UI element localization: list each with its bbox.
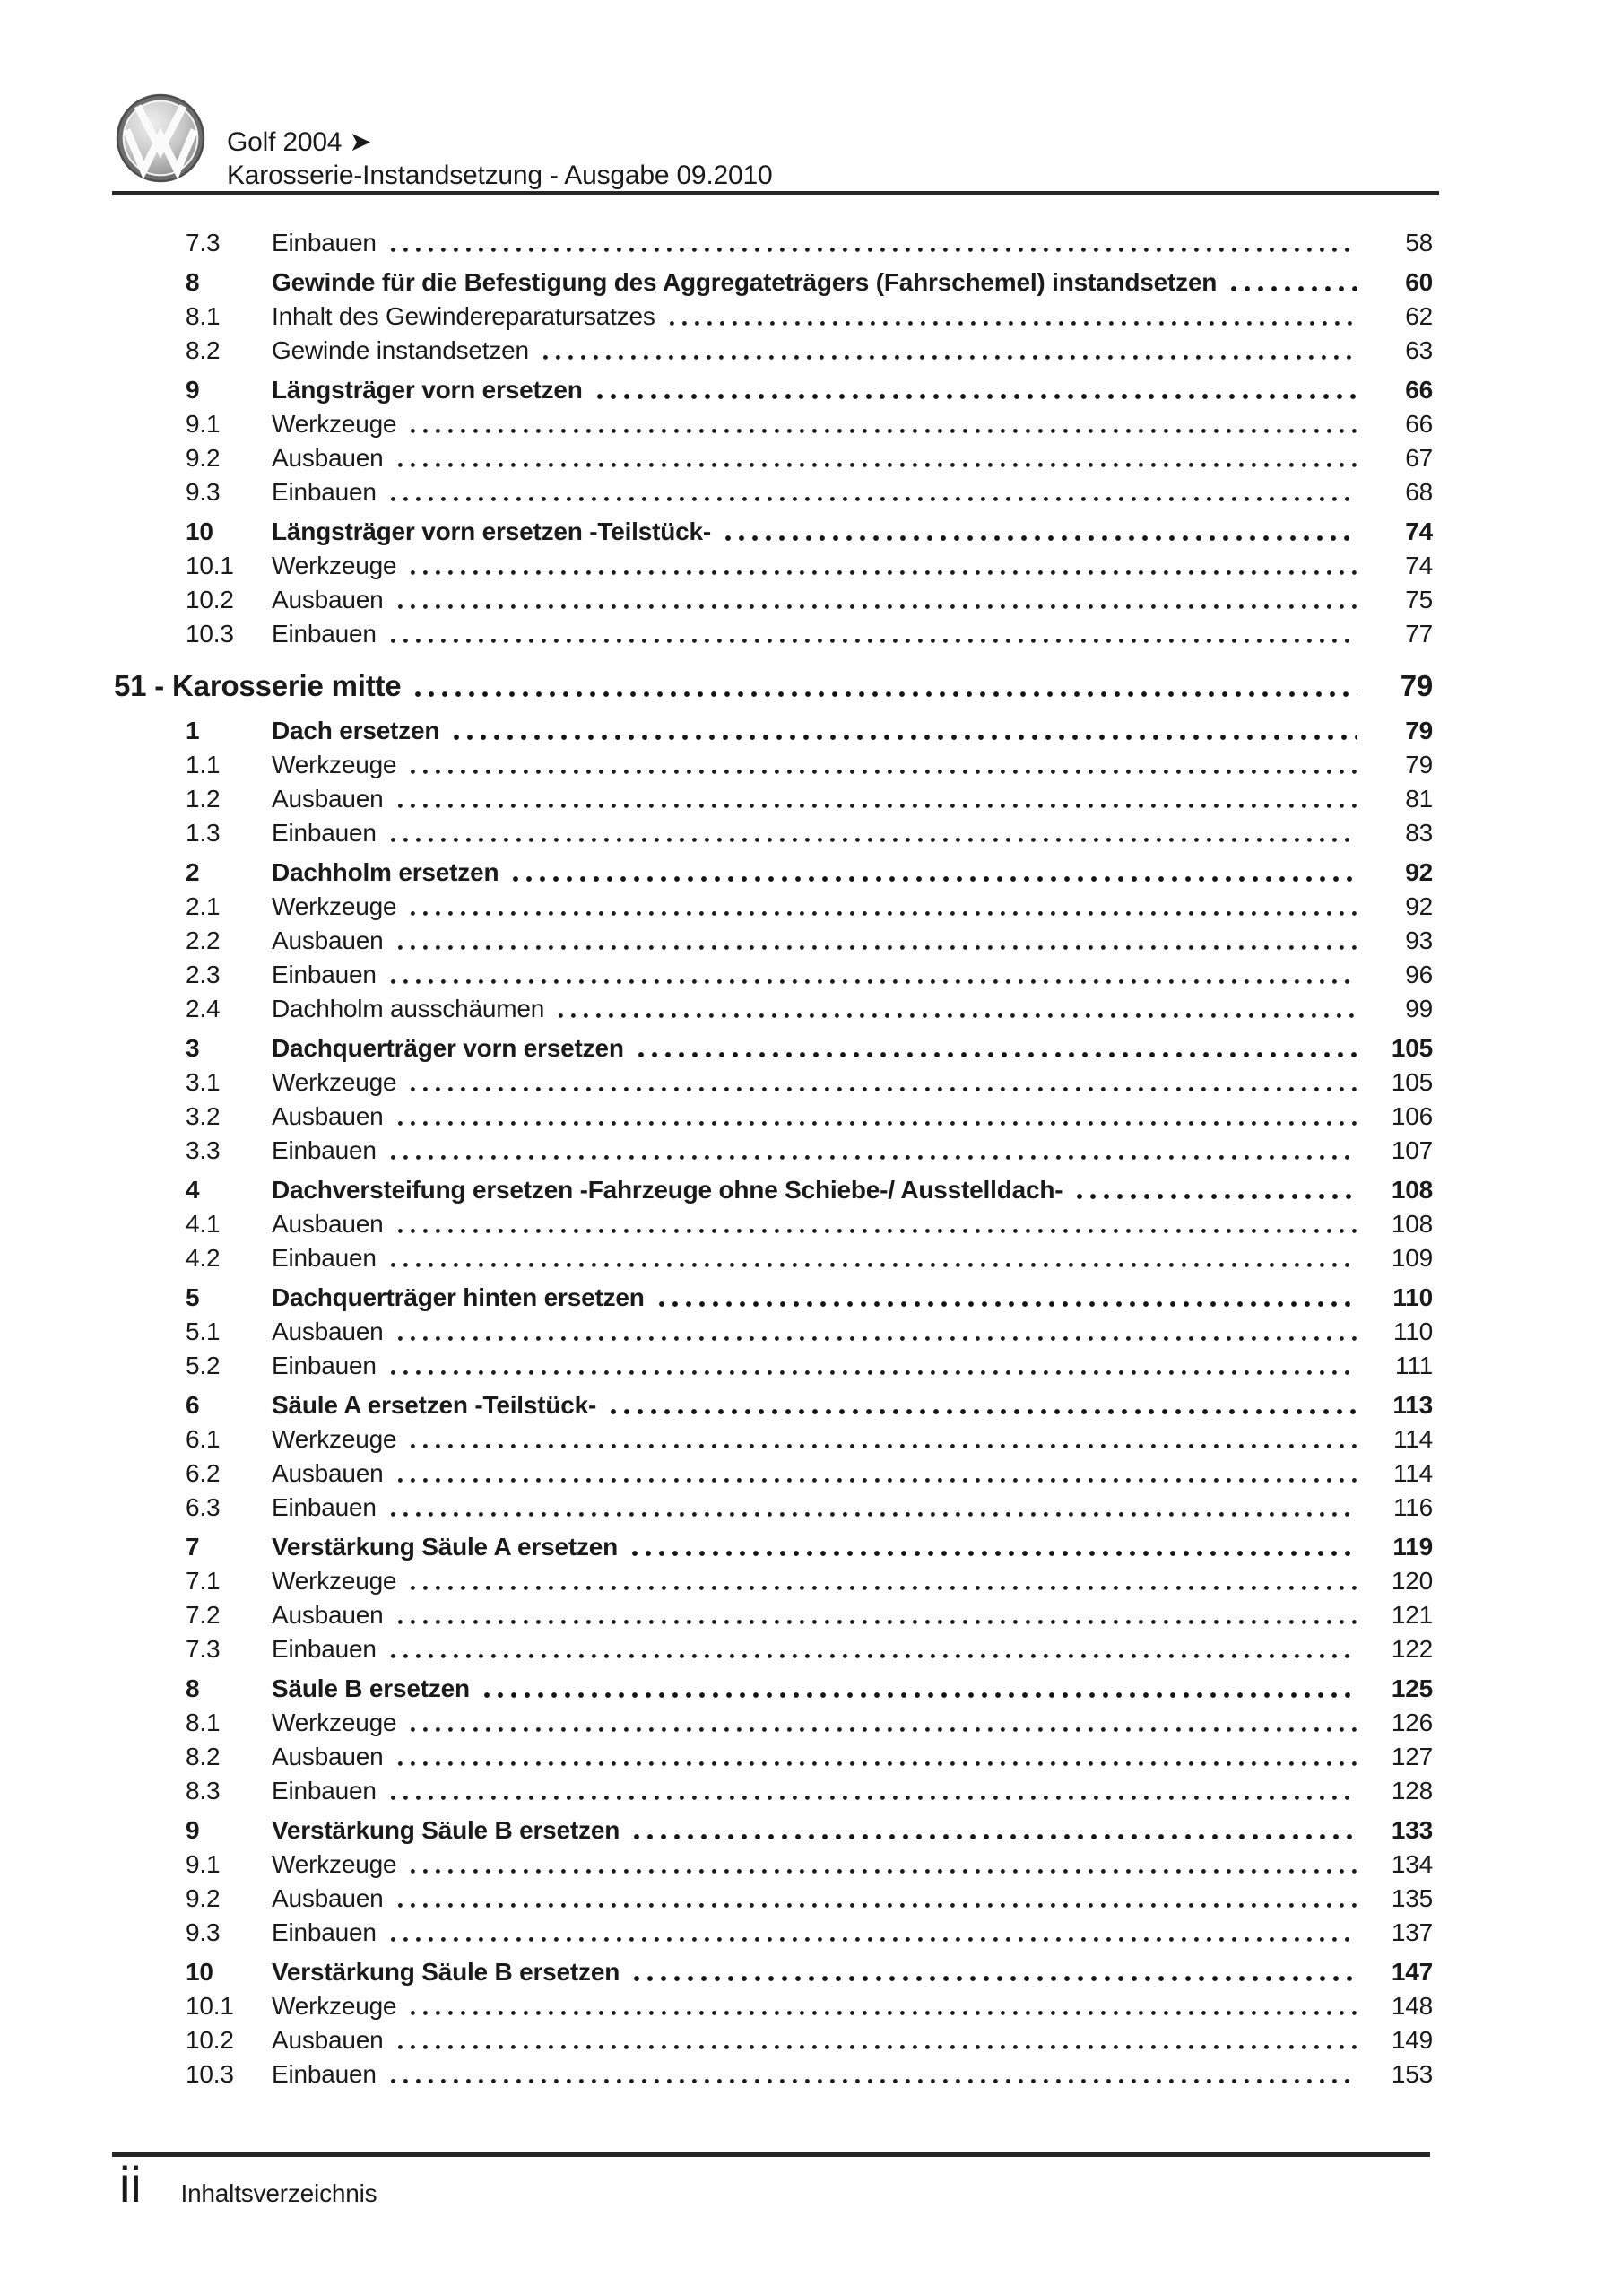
toc-entry-title: Ausbauen (272, 586, 384, 613)
toc-entry-page: 137 (1391, 1918, 1433, 1946)
toc-entry-number: 10.1 (186, 552, 234, 579)
dot-leader (611, 1388, 1357, 1422)
dot-leader (411, 748, 1357, 782)
dot-leader (634, 1955, 1357, 1989)
toc-entry-page: 66 (1405, 376, 1433, 404)
toc-entry-number: 8 (186, 1674, 200, 1702)
vw-logo-icon (115, 92, 206, 184)
toc-entry (114, 373, 1433, 407)
dot-leader (398, 1100, 1357, 1134)
toc-entry-page: 121 (1391, 1601, 1433, 1629)
toc-entry-page: 149 (1391, 2026, 1433, 2054)
toc-entry-title: Einbauen (272, 620, 377, 648)
toc-entry-number: 1.2 (186, 785, 221, 813)
dot-leader (454, 714, 1357, 748)
toc-entry-title: Einbauen (272, 478, 377, 506)
toc-entry-page: 66 (1405, 410, 1433, 438)
toc-entry-number: 10 (186, 1958, 213, 1986)
toc-entry (114, 1916, 1433, 1950)
toc-entry-page: 99 (1405, 995, 1433, 1022)
toc-entry-page: 116 (1392, 1493, 1433, 1521)
dot-leader (398, 1598, 1357, 1632)
toc-entry (114, 1065, 1433, 1100)
dot-leader (484, 1672, 1357, 1706)
footer-label: Inhaltsverzeichnis (180, 2179, 377, 2207)
toc-entry-title: Werkzeuge (272, 410, 397, 438)
toc-entry (114, 1491, 1433, 1525)
toc-entry (114, 714, 1433, 748)
toc-entry (114, 1740, 1433, 1774)
toc-entry-number: 2.2 (186, 926, 221, 954)
toc-entry-title: Einbauen (272, 961, 377, 988)
toc-entry (114, 665, 1433, 707)
dot-leader (411, 1422, 1357, 1457)
toc-entry-title: Einbauen (272, 1136, 377, 1164)
dot-leader (597, 373, 1357, 407)
toc-entry-page: 127 (1391, 1743, 1433, 1770)
toc-entry (114, 265, 1433, 300)
toc-entry (114, 782, 1433, 816)
dot-leader (391, 1491, 1357, 1525)
toc-entry-number: 8 (186, 268, 200, 296)
dot-leader (391, 816, 1357, 850)
dot-leader (632, 1530, 1357, 1564)
toc-entry-number: 3.2 (186, 1102, 221, 1130)
page-folio: ii (119, 2156, 142, 2213)
dot-leader (391, 226, 1357, 260)
dot-leader (391, 1134, 1357, 1168)
toc-entry-title: Werkzeuge (272, 1992, 397, 2020)
dot-leader (398, 1882, 1357, 1916)
toc-entry-number: 10.2 (186, 586, 234, 613)
toc-entry-number: 3.3 (186, 1136, 221, 1164)
dot-leader (398, 1740, 1357, 1774)
toc-entry-page: 79 (1400, 669, 1433, 702)
toc-entry-page: 110 (1392, 1283, 1433, 1311)
toc-entry (114, 1813, 1433, 1848)
toc-entry-title: Ausbauen (272, 1601, 384, 1629)
toc-entry (114, 1422, 1433, 1457)
toc-entry-page: 147 (1391, 1958, 1433, 1986)
toc-entry-page: 92 (1405, 858, 1433, 886)
toc-entry-number: 4 (186, 1176, 200, 1204)
toc-entry-number: 1.1 (186, 751, 221, 778)
toc-entry-page: 81 (1405, 785, 1433, 813)
toc-entry-title: Ausbauen (272, 926, 384, 954)
toc-entry-number: 1 (186, 717, 200, 744)
toc-entry-number: 2.4 (186, 995, 221, 1022)
toc-entry-title: Ausbauen (272, 785, 384, 813)
toc-entry-page: 74 (1405, 517, 1433, 545)
toc-entry-title: Dachversteifung ersetzen -Fahrzeuge ohne Schiebe-/ Ausstelldach- (272, 1176, 1063, 1204)
toc-entry (114, 1955, 1433, 1989)
toc-entry-page: 68 (1405, 478, 1433, 506)
toc-entry-title: Werkzeuge (272, 1068, 397, 1096)
dot-leader (659, 1281, 1357, 1315)
toc-entry-title: Einbauen (272, 1777, 377, 1805)
toc-entry-number: 7.3 (186, 1635, 221, 1663)
dot-leader (1231, 265, 1357, 300)
header-document-line: Karosserie-Instandsetzung - Ausgabe 09.2010 (227, 161, 773, 190)
toc-entry (114, 549, 1433, 583)
toc-entry-number: 9.3 (186, 1918, 221, 1946)
toc-entry-title: Einbauen (272, 1918, 377, 1946)
toc-entry (114, 1530, 1433, 1564)
toc-entry-title: Dachquerträger vorn ersetzen (272, 1034, 624, 1062)
toc-entry-number: 4.1 (186, 1210, 221, 1238)
toc-entry (114, 1706, 1433, 1740)
toc-entry-title: Verstärkung Säule B ersetzen (272, 1816, 620, 1844)
toc-entry-page: 125 (1391, 1674, 1433, 1702)
toc-entry-title: Längsträger vorn ersetzen -Teilstück- (272, 517, 711, 545)
dot-leader (411, 1065, 1357, 1100)
toc-entry-title: Inhalt des Gewindereparatursatzes (272, 302, 655, 330)
toc-entry-title: Einbauen (272, 1352, 377, 1379)
toc-entry-title: Ausbauen (272, 1102, 384, 1130)
toc-entry-number: 9.1 (186, 410, 221, 438)
toc-entry-number: 6 (186, 1391, 200, 1419)
toc-entry-number: 8.1 (186, 302, 221, 330)
toc-entry (114, 300, 1433, 334)
toc-entry-page: 108 (1391, 1210, 1433, 1238)
toc-entry-page: 135 (1391, 1884, 1433, 1912)
toc-entry-number: 9.2 (186, 444, 221, 472)
toc-entry-title: Ausbauen (272, 1743, 384, 1770)
toc-entry-number: 6.1 (186, 1425, 221, 1453)
toc-entry-number: 8.2 (186, 1743, 221, 1770)
toc-entry (114, 816, 1433, 850)
toc-entry (114, 1598, 1433, 1632)
toc-entry (114, 1632, 1433, 1666)
toc-entry (114, 617, 1433, 651)
toc-entry-number: 1.3 (186, 819, 221, 847)
toc-entry-title: Ausbauen (272, 1210, 384, 1238)
toc-entry-page: 58 (1405, 229, 1433, 257)
toc-entry (114, 1173, 1433, 1207)
toc-entry (114, 1989, 1433, 2023)
dot-leader (398, 1207, 1357, 1241)
toc-entry-title: Werkzeuge (272, 552, 397, 579)
toc-entry-title: Werkzeuge (272, 1709, 397, 1736)
dot-leader (391, 1241, 1357, 1275)
toc-entry-page: 79 (1405, 751, 1433, 778)
toc-entry (114, 407, 1433, 441)
toc-entry-title: Säule A ersetzen -Teilstück- (272, 1391, 597, 1419)
toc-entry (114, 226, 1433, 260)
dot-leader (398, 782, 1357, 816)
toc-entry-page: 67 (1405, 444, 1433, 472)
toc-entry-title: Ausbauen (272, 1884, 384, 1912)
toc-entry-page: 119 (1392, 1533, 1433, 1561)
toc-entry-page: 105 (1391, 1068, 1433, 1096)
toc-entry-title: Werkzeuge (272, 892, 397, 920)
dot-leader (415, 665, 1357, 707)
toc-entry (114, 583, 1433, 617)
dot-leader (1077, 1173, 1357, 1207)
toc-entry-number: 8.3 (186, 1777, 221, 1805)
toc-entry-page: 60 (1405, 268, 1433, 296)
toc-entry-page: 63 (1405, 336, 1433, 364)
toc-entry-page: 62 (1405, 302, 1433, 330)
toc-entry-page: 113 (1392, 1391, 1433, 1419)
toc-entry-page: 105 (1391, 1034, 1433, 1062)
toc-entry-page: 92 (1405, 892, 1433, 920)
dot-leader (391, 958, 1357, 992)
toc-entry-number: 10.3 (186, 2060, 234, 2088)
toc-entry-page: 77 (1405, 620, 1433, 648)
dot-leader (391, 2057, 1357, 2092)
dot-leader (411, 1848, 1357, 1882)
toc-entry (114, 1349, 1433, 1383)
toc-entry-title: Einbauen (272, 229, 377, 257)
toc-entry-number: 8.1 (186, 1709, 221, 1736)
toc-entry-number: 10.3 (186, 620, 234, 648)
toc-entry-title: Werkzeuge (272, 1425, 397, 1453)
dot-leader (411, 890, 1357, 924)
toc-entry (114, 2023, 1433, 2057)
toc-entry-title: Einbauen (272, 819, 377, 847)
toc-entry (114, 856, 1433, 890)
toc-entry-title: Werkzeuge (272, 751, 397, 778)
dot-leader (398, 1315, 1357, 1349)
toc-entry-title: Dachholm ausschäumen (272, 995, 545, 1022)
dot-leader (398, 1457, 1357, 1491)
dot-leader (543, 334, 1357, 368)
toc-entry-page: 79 (1405, 717, 1433, 744)
toc-entry (114, 1100, 1433, 1134)
toc-entry-number: 7.3 (186, 229, 221, 257)
dot-leader (391, 1774, 1357, 1808)
toc-entry-number: 9 (186, 376, 200, 404)
dot-leader (391, 617, 1357, 651)
toc-entry-number: 10.1 (186, 1992, 234, 2020)
toc-entry (114, 1031, 1433, 1065)
dot-leader (391, 1349, 1357, 1383)
dot-leader (670, 300, 1357, 334)
toc-entry-title: Werkzeuge (272, 1567, 397, 1595)
toc-entry (114, 1207, 1433, 1241)
toc-entry (114, 958, 1433, 992)
toc-entry-number: 7 (186, 1533, 200, 1561)
toc-entry (114, 924, 1433, 958)
toc-entry (114, 748, 1433, 782)
dot-leader (411, 549, 1357, 583)
dot-leader (725, 515, 1357, 549)
toc-entry-page: 108 (1391, 1176, 1433, 1204)
toc-entry (114, 1882, 1433, 1916)
toc-entry-title: Einbauen (272, 2060, 377, 2088)
toc-entry-page: 120 (1391, 1567, 1433, 1595)
toc-entry-number: 9 (186, 1816, 200, 1844)
toc-entry-number: 10 (186, 517, 213, 545)
header-title-block (227, 126, 772, 192)
header-model-line: Golf 2004 ➤ (227, 127, 372, 157)
toc-entry (114, 890, 1433, 924)
toc-entry-number: 3 (186, 1034, 200, 1062)
toc-entry-number: 5.2 (186, 1352, 221, 1379)
toc-entry-page: 107 (1391, 1136, 1433, 1164)
toc-entry-title: Einbauen (272, 1244, 377, 1272)
toc-entry-number: 7.2 (186, 1601, 221, 1629)
toc-entry-number: 4.2 (186, 1244, 221, 1272)
dot-leader (411, 407, 1357, 441)
toc-entry (114, 1457, 1433, 1491)
toc-entry-page: 153 (1391, 2060, 1433, 2088)
toc-entry-title: Einbauen (272, 1635, 377, 1663)
toc-entry-page: 126 (1391, 1709, 1433, 1736)
toc-entry-page: 106 (1391, 1102, 1433, 1130)
toc-entry (114, 515, 1433, 549)
toc-entry-page: 148 (1391, 1992, 1433, 2020)
dot-leader (513, 856, 1357, 890)
dot-leader (411, 1706, 1357, 1740)
toc-entry (114, 1848, 1433, 1882)
toc-entry-page: 128 (1391, 1777, 1433, 1805)
toc-entry-title: Ausbauen (272, 1318, 384, 1345)
toc-entry-title: Dachquerträger hinten ersetzen (272, 1283, 645, 1311)
toc-entry (114, 2057, 1433, 2092)
header-rule (112, 191, 1439, 195)
toc-entry (114, 1774, 1433, 1808)
toc-entry-page: 110 (1392, 1318, 1433, 1345)
toc-entry (114, 475, 1433, 509)
toc-entry-page: 122 (1391, 1635, 1433, 1663)
table-of-contents (114, 226, 1433, 2092)
toc-entry-page: 114 (1392, 1459, 1433, 1487)
dot-leader (559, 992, 1357, 1026)
dot-leader (398, 2023, 1357, 2057)
dot-leader (398, 441, 1357, 475)
toc-entry-title: Verstärkung Säule B ersetzen (272, 1958, 620, 1986)
toc-entry-title: Einbauen (272, 1493, 377, 1521)
dot-leader (391, 475, 1357, 509)
toc-entry-title: Dachholm ersetzen (272, 858, 499, 886)
toc-entry (114, 1564, 1433, 1598)
toc-entry-title: Säule B ersetzen (272, 1674, 470, 1702)
toc-entry-number: 9.2 (186, 1884, 221, 1912)
toc-entry (114, 1241, 1433, 1275)
toc-entry-number: 5 (186, 1283, 200, 1311)
toc-entry-title: Ausbauen (272, 1459, 384, 1487)
toc-entry (114, 441, 1433, 475)
toc-entry-number: 2 (186, 858, 200, 886)
toc-entry-number: 2.3 (186, 961, 221, 988)
toc-entry (114, 1134, 1433, 1168)
toc-entry-page: 133 (1391, 1816, 1433, 1844)
dot-leader (411, 1564, 1357, 1598)
toc-entry-title: Ausbauen (272, 2026, 384, 2054)
toc-entry (114, 1672, 1433, 1706)
dot-leader (391, 1632, 1357, 1666)
toc-entry-page: 75 (1405, 586, 1433, 613)
toc-entry-number: 6.2 (186, 1459, 221, 1487)
toc-entry (114, 334, 1433, 368)
toc-entry-page: 83 (1405, 819, 1433, 847)
dot-leader (398, 583, 1357, 617)
toc-entry-title: Längsträger vorn ersetzen (272, 376, 583, 404)
toc-entry-number: 8.2 (186, 336, 221, 364)
toc-entry-title: Verstärkung Säule A ersetzen (272, 1533, 619, 1561)
toc-entry-title: Dach ersetzen (272, 717, 440, 744)
toc-entry-title: Ausbauen (272, 444, 384, 472)
footer-line (119, 2156, 377, 2213)
dot-leader (391, 1916, 1357, 1950)
dot-leader (634, 1813, 1357, 1848)
toc-entry-page: 111 (1395, 1352, 1433, 1379)
toc-entry-number: 6.3 (186, 1493, 221, 1521)
toc-entry (114, 1281, 1433, 1315)
dot-leader (638, 1031, 1357, 1065)
toc-entry-number: 9.1 (186, 1850, 221, 1878)
toc-entry-page: 96 (1405, 961, 1433, 988)
toc-entry-number: 2.1 (186, 892, 221, 920)
toc-entry-title: Gewinde instandsetzen (272, 336, 529, 364)
toc-entry-page: 134 (1391, 1850, 1433, 1878)
dot-leader (411, 1989, 1357, 2023)
toc-entry-number: 7.1 (186, 1567, 221, 1595)
dot-leader (398, 924, 1357, 958)
toc-entry-number: 10.2 (186, 2026, 234, 2054)
toc-entry (114, 1388, 1433, 1422)
toc-entry (114, 992, 1433, 1026)
toc-entry-number: 5.1 (186, 1318, 221, 1345)
toc-entry (114, 1315, 1433, 1349)
toc-entry-title: Werkzeuge (272, 1850, 397, 1878)
toc-entry-title: Gewinde für die Befestigung des Aggregateträgers (Fahrschemel) instandsetzen (272, 268, 1218, 296)
toc-entry-page: 74 (1405, 552, 1433, 579)
toc-entry-title: 51 - Karosserie mitte (114, 669, 402, 702)
toc-entry-number: 9.3 (186, 478, 221, 506)
toc-entry-page: 93 (1405, 926, 1433, 954)
toc-entry-page: 114 (1392, 1425, 1433, 1453)
toc-entry-page: 109 (1391, 1244, 1433, 1272)
toc-entry-number: 3.1 (186, 1068, 221, 1096)
